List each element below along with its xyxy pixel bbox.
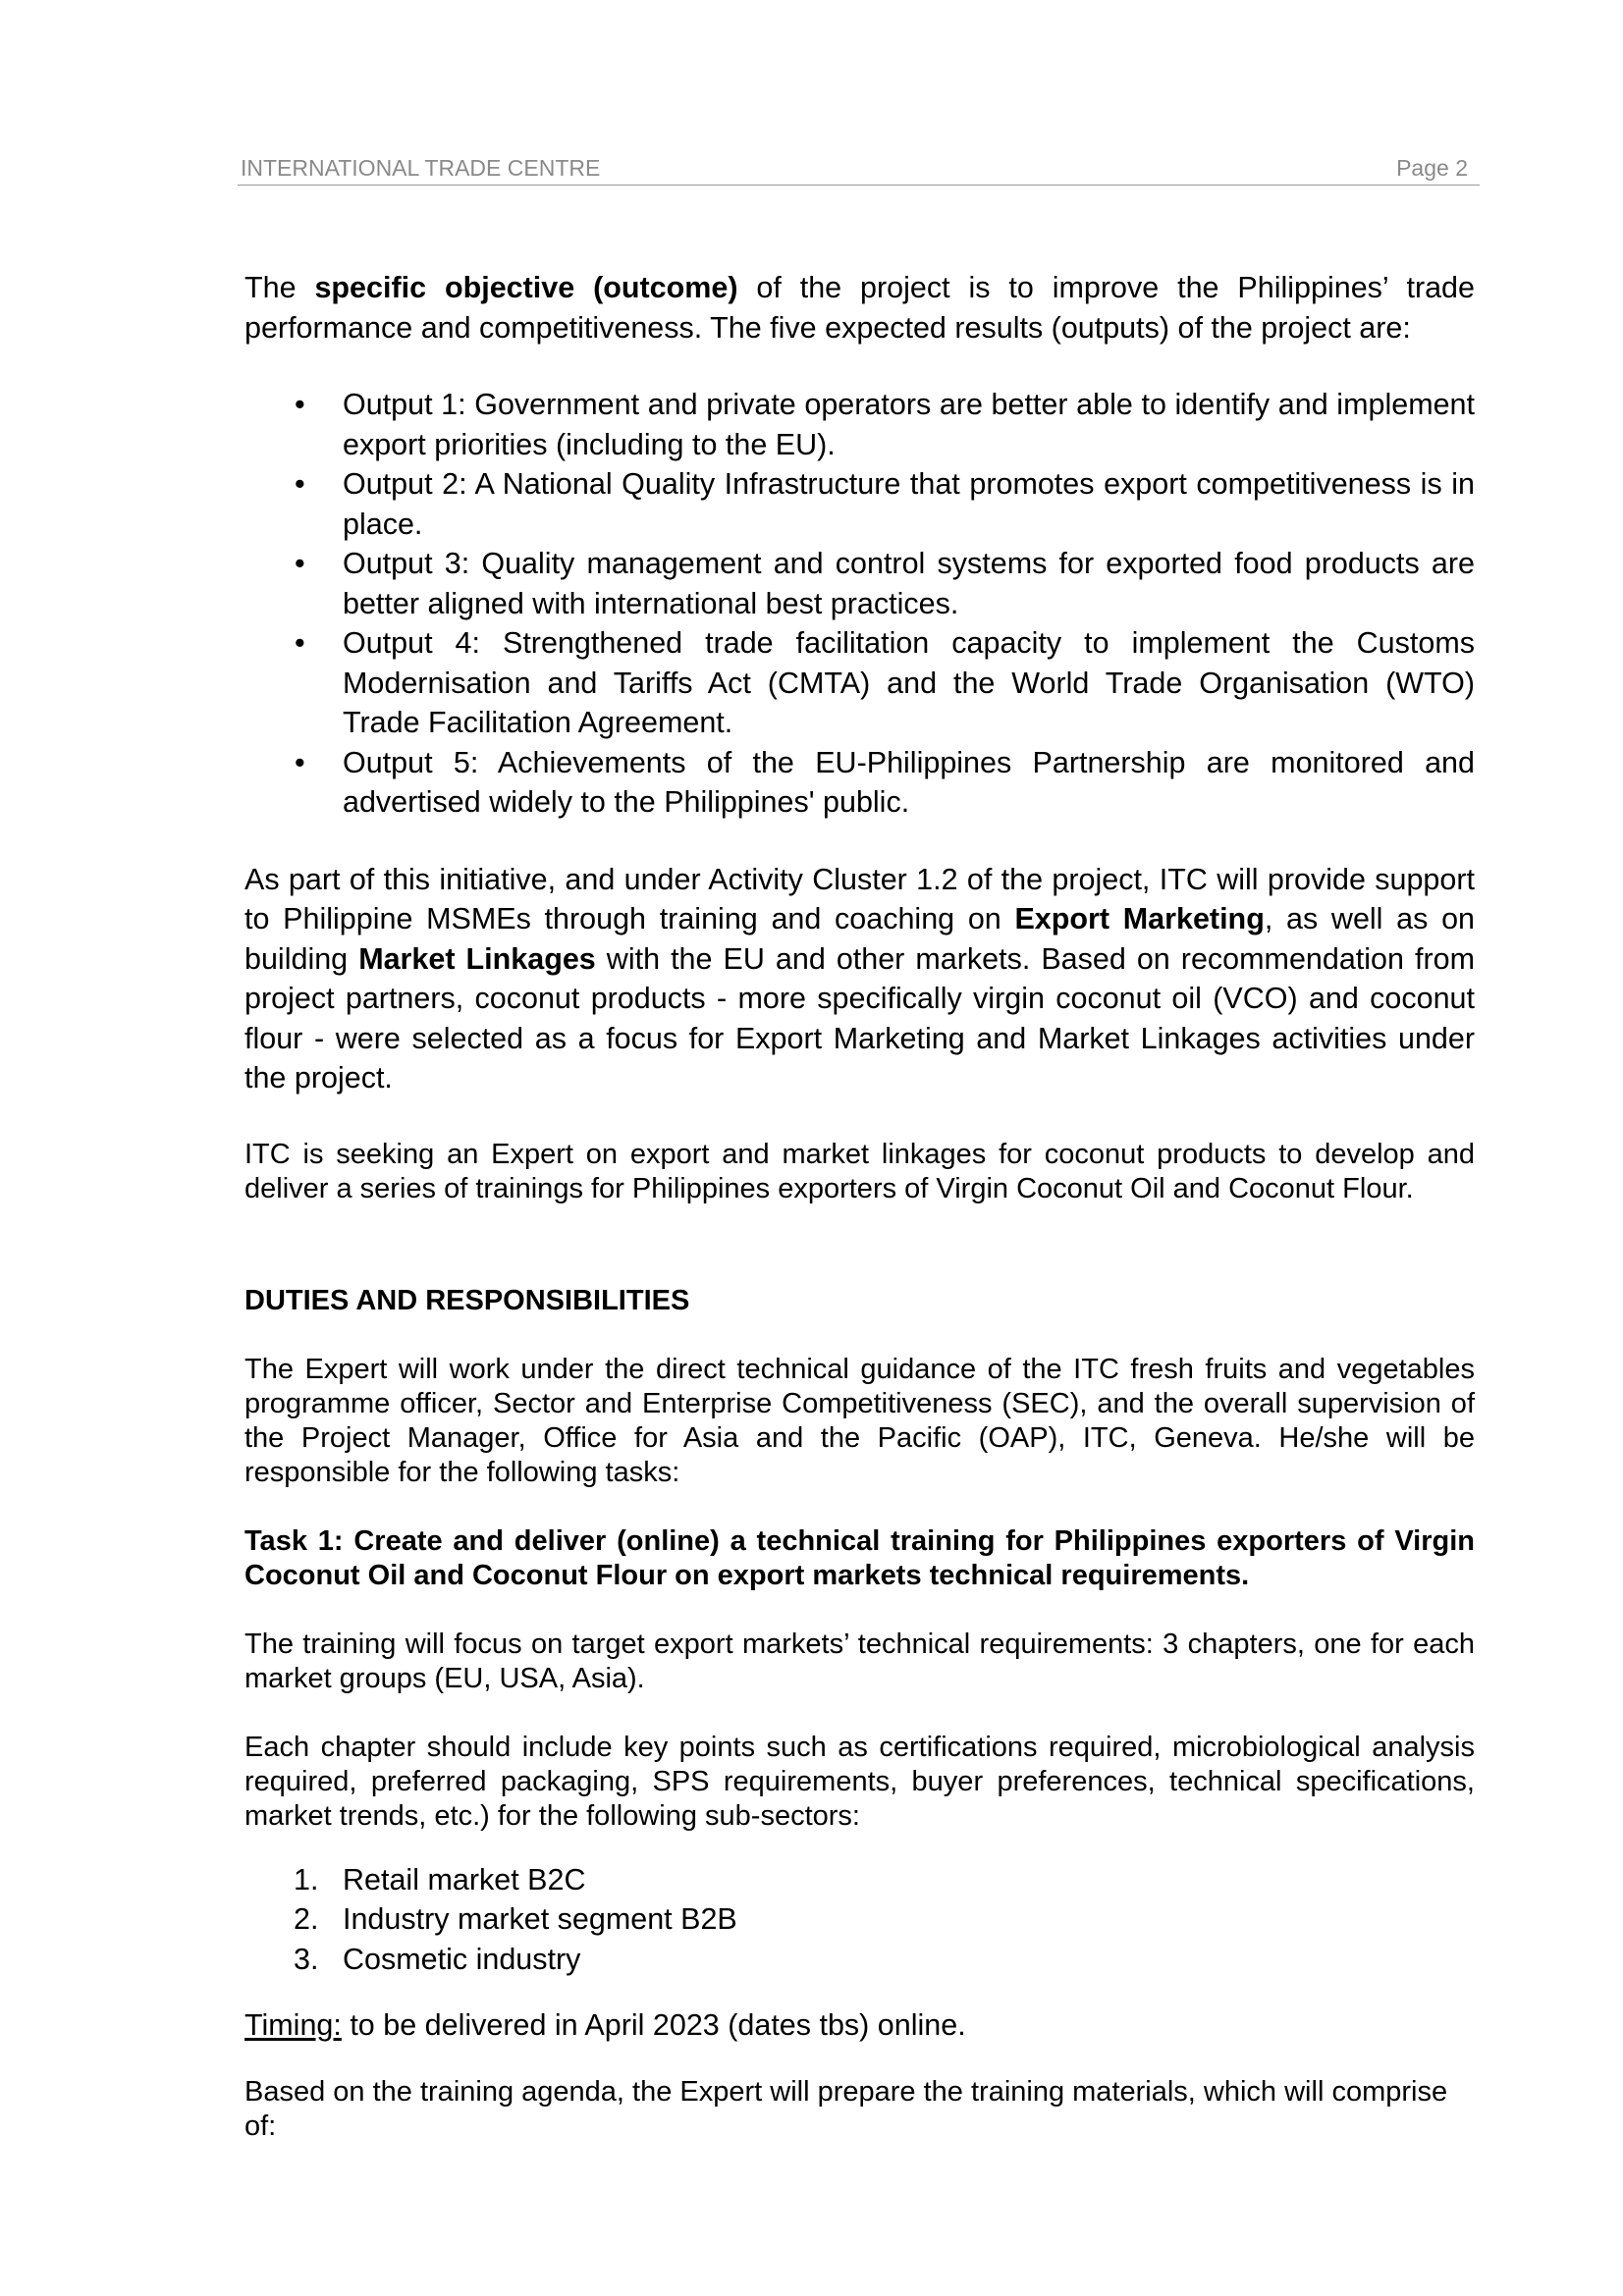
list-item [244, 1860, 1475, 1900]
subsector-text: Industry market segment B2B [343, 1902, 737, 1936]
subsectors-list [244, 1860, 1475, 1980]
bullet-icon: • [295, 388, 305, 421]
header-organization: INTERNATIONAL TRADE CENTRE [241, 155, 601, 181]
initiative-paragraph [244, 860, 1475, 1098]
task-1-heading: Task 1: Create and deliver (online) a technical training for Philippines exporters of Virgin Coconut Oil and Coconut Flour on export markets technical requirements. [244, 1524, 1475, 1591]
bullet-icon: • [295, 547, 305, 580]
timing-text: to be delivered in April 2023 (dates tbs) online. [341, 2008, 966, 2042]
intro-text-end: of the project is to improve the Philippines’ trade performance and competitiveness. The five expected results (outputs) of the project are: [244, 271, 1475, 345]
intro-text-start: The [244, 271, 315, 304]
agenda-paragraph: Based on the training agenda, the Expert will prepare the training materials, which will comprise of: [244, 2075, 1448, 2142]
intro-paragraph [244, 268, 1475, 347]
page-header [238, 155, 1480, 186]
list-item [244, 623, 1475, 743]
list-number: 1. [294, 1862, 319, 1896]
intro-bold-term: specific objective (outcome) [314, 271, 738, 304]
training-focus-paragraph: The training will focus on target export markets’ technical requirements: 3 chapters, one for each market groups (EU, USA, Asia). [244, 1628, 1475, 1694]
list-number: 2. [294, 1902, 319, 1936]
output-text: Output 5: Achievements of the EU-Philippines Partnership are monitored and advertised widely to the Philippines' public. [343, 745, 1475, 819]
initiative-text-1: As part of this initiative, and under Activity Cluster 1.2 of the project, ITC will provide support to Philippine MSMEs through training and coaching on [244, 862, 1475, 935]
initiative-text-2: , as well as on building [244, 902, 1476, 976]
output-text: Output 4: Strengthened trade facilitation capacity to implement the Customs Modernisation and Tariffs Act (CMTA) and the World Trade Organisation (WTO) Trade Facilitation Agreement. [343, 626, 1475, 739]
list-item [244, 1899, 1475, 1940]
bullet-icon: • [295, 467, 305, 501]
subsector-text: Cosmetic industry [343, 1942, 581, 1976]
list-item [244, 743, 1475, 823]
header-page-number: Page 2 [1396, 155, 1468, 181]
chapter-paragraph: Each chapter should include key points such as certifications required, microbiological analysis required, preferred packaging, SPS requirements, buyer preferences, technical specifications, market trends, etc.) for the following sub-sectors: [244, 1731, 1475, 1832]
list-number: 3. [294, 1942, 319, 1976]
output-text: Output 2: A National Quality Infrastructure that promotes export competitiveness is in place. [343, 467, 1475, 541]
market-linkages-term: Market Linkages [358, 941, 596, 976]
timing-label: Timing: [244, 2008, 342, 2042]
timing-paragraph [244, 2005, 1475, 2046]
output-text: Output 1: Government and private operators are better able to identify and implement export priorities (including to the EU). [343, 388, 1475, 461]
duties-heading: DUTIES AND RESPONSIBILITIES [244, 1284, 690, 1316]
duties-paragraph: The Expert will work under the direct technical guidance of the ITC fresh fruits and vegetables programme officer, Sector and Enterprise Competitiveness (SEC), and the overall supervision of the Project Manager, Office for Asia and the Pacific (OAP), ITC, Geneva. He/she will be responsible for the following tasks: [244, 1353, 1475, 1488]
list-item [244, 544, 1475, 623]
initiative-text-3: with the EU and other markets. Based on recommendation from project partners, coconut products - more specifically virgin coconut oil (VCO) and coconut flour - were selected as a focus for Export Marketing and Market Linkages activities under the project. [244, 941, 1476, 1095]
bullet-icon: • [295, 626, 305, 660]
output-text: Output 3: Quality management and control systems for exported food products are better aligned with international best practices. [343, 547, 1475, 620]
subsector-text: Retail market B2C [343, 1862, 586, 1896]
list-item [244, 464, 1475, 544]
bullet-icon: • [295, 745, 305, 779]
outputs-list [244, 385, 1475, 823]
export-marketing-term: Export Marketing [1014, 902, 1265, 935]
document-body [244, 268, 1475, 2144]
list-item [244, 1940, 1475, 1980]
seeking-paragraph: ITC is seeking an Expert on export and market linkages for coconut products to develop and deliver a series of trainings for Philippines exporters of Virgin Coconut Oil and Coconut Flour. [244, 1138, 1475, 1204]
list-item [244, 385, 1475, 464]
